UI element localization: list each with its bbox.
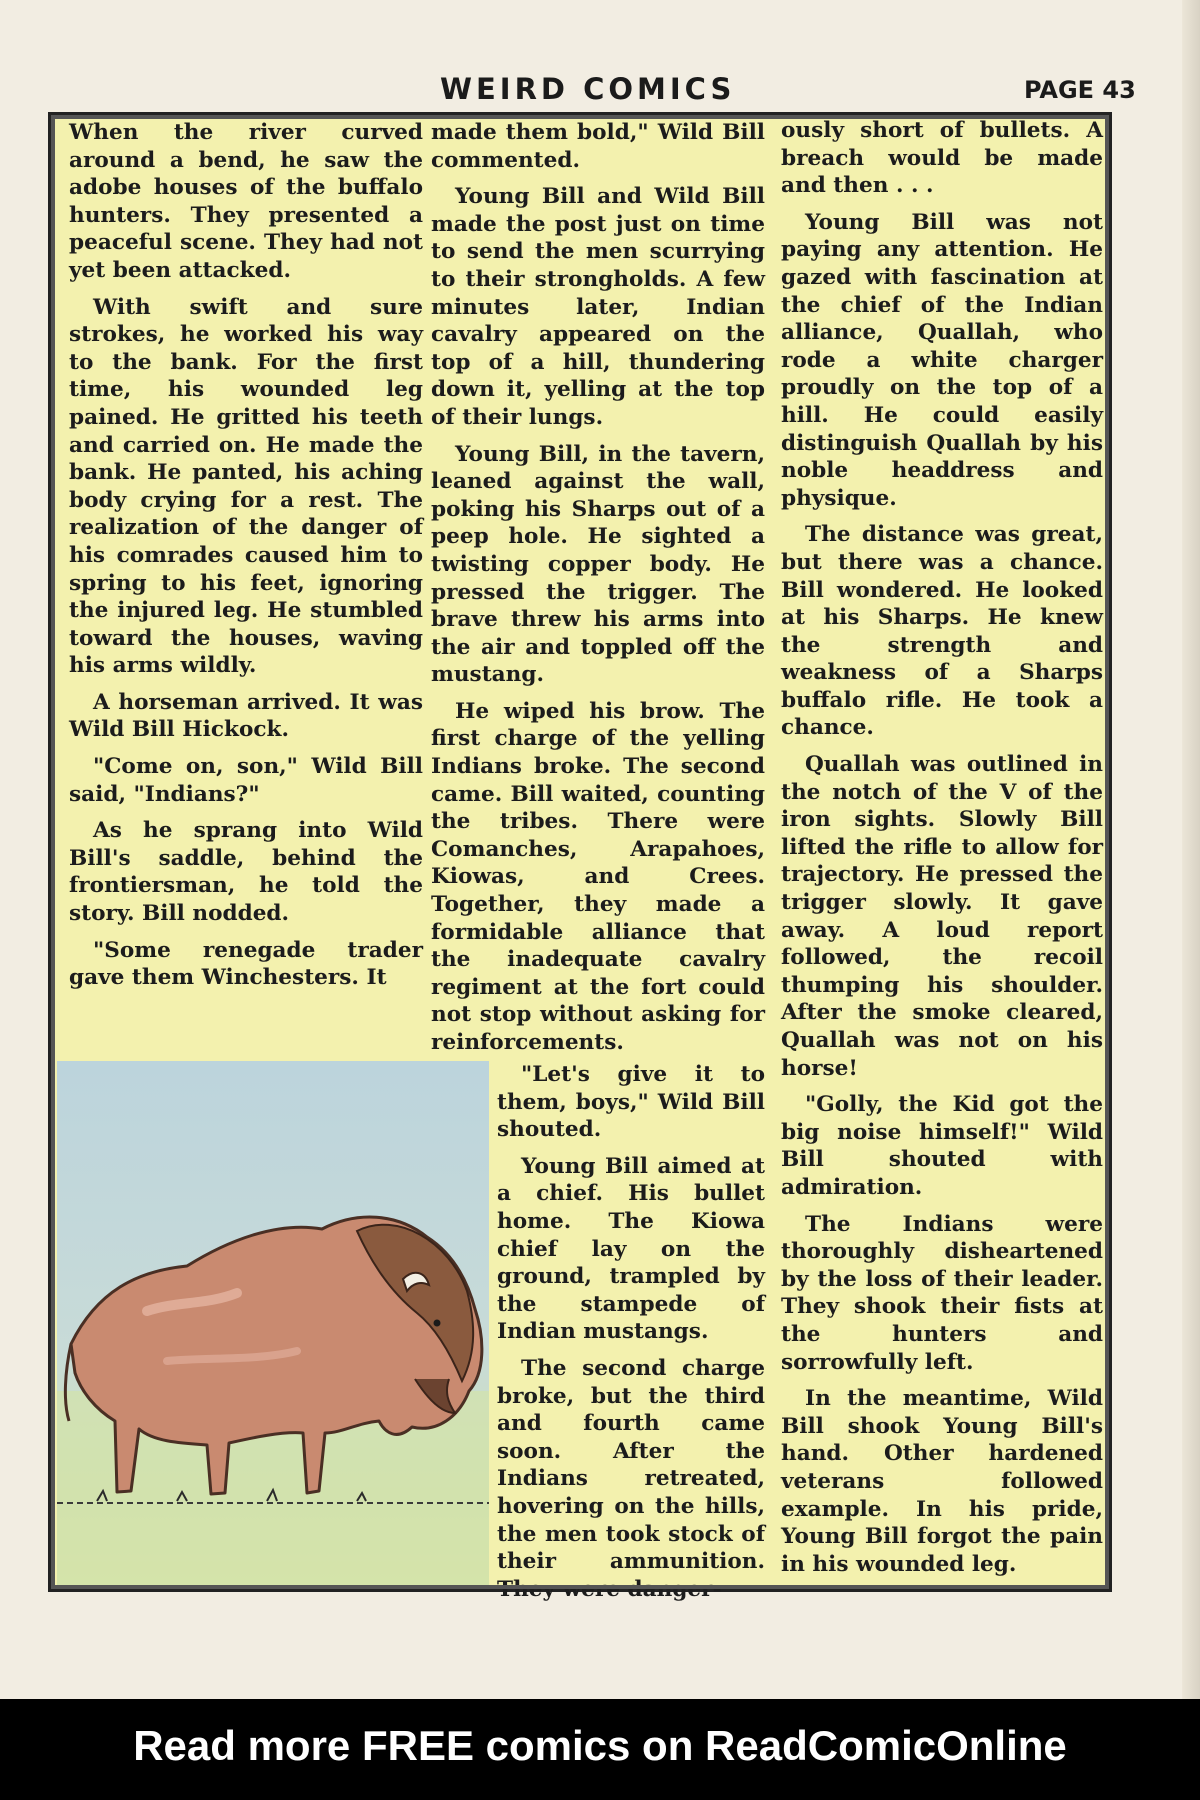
- paragraph: Young Bill and Wild Bill made the post just on time to send the men scurrying to their strongholds. A few minutes later, Indian cavalry appeared on the top of a hill, thundering down it, yelling at the top of their lungs.: [431, 184, 765, 430]
- paragraph: Young Bill, in the tavern, leaned against the wall, poking his Sharps out of a peep hole. He sighted a twisting copper body. He pressed the trigger. The brave threw his arms into the air and toppled off the mustang.: [431, 441, 765, 688]
- paragraph: "Golly, the Kid got the big noise himself!" Wild Bill shouted with admiration.: [781, 1092, 1103, 1200]
- paragraph: When the river curved around a bend, he saw the adobe houses of the buffalo hunters. They presented a peaceful scene. They had not yet been attacked.: [69, 120, 423, 283]
- magazine-title: WEIRD COMICS: [440, 72, 736, 106]
- paragraph: The Indians were thoroughly disheartened by the loss of their leader. They shook their fists at the hunters and sorrowfully left.: [781, 1211, 1103, 1375]
- text-column-1: [69, 119, 423, 1049]
- buffalo-icon: [57, 1061, 489, 1589]
- text-column-2-lower: [497, 1061, 765, 1602]
- paragraph: With swift and sure strokes, he worked his way to the bank. For the first time, his wounded leg pained. He gritted his teeth and carried on. He made the bank. He panted, his aching body crying for a rest. The realization of the danger of his comrades caused him to spring to his feet, ignoring the injured leg. He stumbled toward the houses, waving his arms wildly.: [69, 294, 423, 679]
- page-edge-shadow: [1182, 0, 1200, 1699]
- story-panel: [48, 112, 1112, 1602]
- buffalo-illustration: [57, 1061, 489, 1589]
- paragraph: Young Bill was not paying any attention. He gazed with fascination at the chief of the Indian alliance, Quallah, who rode a white charger proudly on the top of a hill. He could easily distinguish Quallah by his noble headdress and physique.: [781, 209, 1103, 511]
- paragraph: The distance was great, but there was a chance. Bill wondered. He looked at his Sharps. He knew the strength and weakness of a Sharps buffalo rifle. He took a chance.: [781, 522, 1103, 741]
- paragraph: "Come on, son," Wild Bill said, "Indians?": [69, 754, 423, 807]
- paragraph: Quallah was outlined in the notch of the V of the iron sights. Slowly Bill lifted the rifle to allow for trajectory. He pressed the trigger slowly. It gave away. A loud report followed, the recoil thumping his shoulder. After the smoke cleared, Quallah was not on his horse!: [781, 752, 1103, 1081]
- text-column-2: [431, 119, 765, 1064]
- paragraph: "Some renegade trader gave them Winchesters. It: [69, 937, 423, 991]
- paragraph: He wiped his brow. The first charge of the yelling Indians broke. The second came. Bill waited, counting the tribes. There were Comanches, Arapahoes, Kiowas, and Crees. Together, they made a formidable alliance that the inadequate cavalry regiment at the fort could not stop without asking for reinforcements.: [431, 698, 765, 1055]
- paragraph: Young Bill aimed at a chief. His bullet home. The Kiowa chief lay on the ground, trampled by the stampede of Indian mustangs.: [497, 1153, 765, 1345]
- footer-promo-text[interactable]: Read more FREE comics on ReadComicOnline: [133, 1722, 1067, 1769]
- text-column-3: [781, 117, 1103, 1587]
- paragraph: ously short of bullets. A breach would be made and then . . .: [781, 118, 1103, 199]
- paragraph: In the meantime, Wild Bill shook Young Bill's hand. Other hardened veterans followed example. In his pride, Young Bill forgot the pain in his wounded leg.: [781, 1386, 1103, 1577]
- paragraph: As he sprang into Wild Bill's saddle, behind the frontiersman, he told the story. Bill nodded.: [69, 818, 423, 927]
- paragraph: A horseman arrived. It was Wild Bill Hickock.: [69, 689, 423, 743]
- paragraph: made them bold," Wild Bill commented.: [431, 120, 765, 173]
- page-number: PAGE 43: [1024, 76, 1136, 104]
- paragraph: "Let's give it to them, boys," Wild Bill shouted.: [497, 1062, 765, 1143]
- paragraph: The second charge broke, but the third and fourth came soon. After the Indians retreated, hovering on the hills, the men took stock of their ammunition. They were danger-: [497, 1355, 765, 1602]
